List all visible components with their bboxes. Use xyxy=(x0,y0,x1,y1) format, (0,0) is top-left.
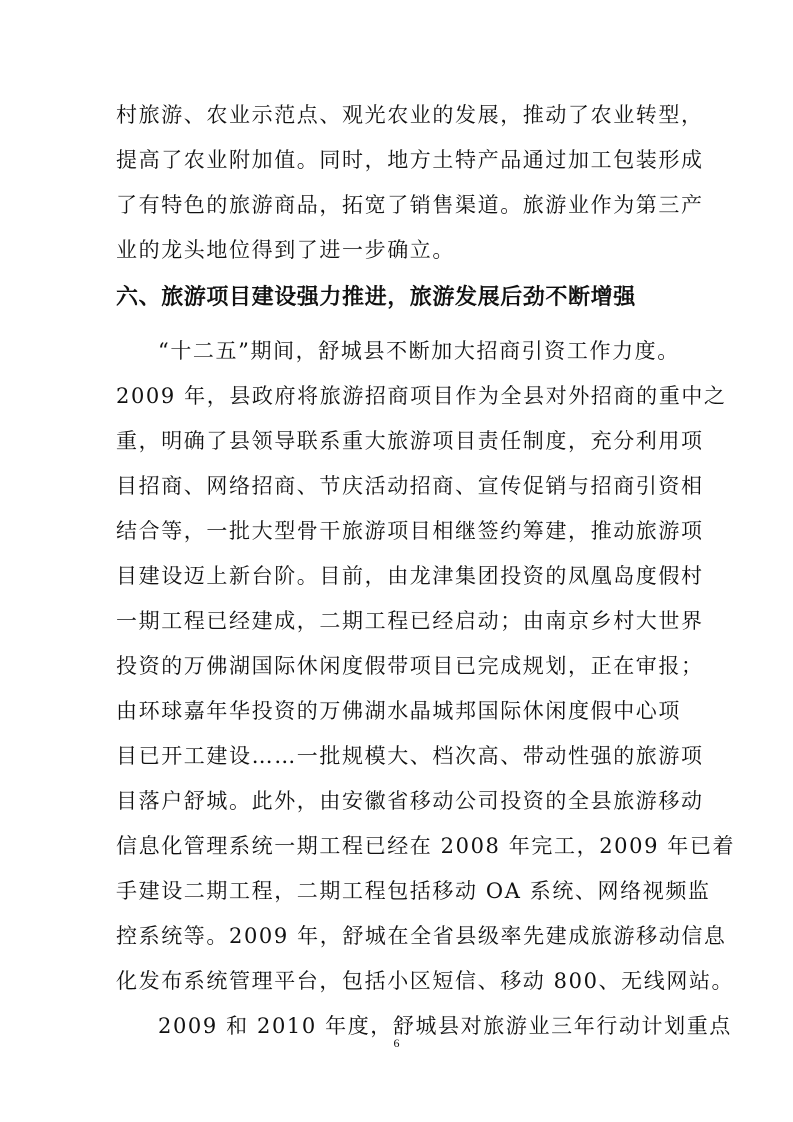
paragraph-line: 化发布系统管理平台，包括小区短信、移动 800、无线网站。 xyxy=(116,969,735,993)
paragraph-line: 目落户舒城。此外，由安徽省移动公司投资的全县旅游移动 xyxy=(116,789,704,813)
paragraph-line: 了有特色的旅游商品，拓宽了销售渠道。旅游业作为第三产 xyxy=(116,193,704,217)
page-number: 6 xyxy=(393,1036,400,1050)
paragraph-line: “十二五”期间，舒城县不断加大招商引资工作力度。 xyxy=(158,339,680,363)
paragraph-line: 目建设迈上新台阶。目前，由龙津集团投资的凤凰岛度假村 xyxy=(116,564,704,588)
paragraph-line: 控系统等。2009 年，舒城在全省县级率先建成旅游移动信息 xyxy=(116,924,727,948)
paragraph-line: 手建设二期工程，二期工程包括移动 OA 系统、网络视频监 xyxy=(116,879,711,903)
paragraph-line: 业的龙头地位得到了进一步确立。 xyxy=(116,238,455,262)
paragraph-line: 重，明确了县领导联系重大旅游项目责任制度，充分利用项 xyxy=(116,429,704,453)
paragraph-line: 一期工程已经建成，二期工程已经启动；由南京乡村大世界 xyxy=(116,609,704,633)
paragraph-line: 由环球嘉年华投资的万佛湖水晶城邦国际休闲度假中心项 xyxy=(116,699,681,723)
paragraph-line: 信息化管理系统一期工程已经在 2008 年完工，2009 年已着 xyxy=(116,834,736,858)
paragraph-line: 2009 年，县政府将旅游招商项目作为全县对外招商的重中之 xyxy=(116,384,727,408)
paragraph-line: 2009 和 2010 年度，舒城县对旅游业三年行动计划重点 xyxy=(158,1014,732,1038)
paragraph-line: 村旅游、农业示范点、观光农业的发展，推动了农业转型， xyxy=(116,103,704,127)
paragraph-line: 目已开工建设……一批规模大、档次高、带动性强的旅游项 xyxy=(116,744,704,768)
section-heading: 六、旅游项目建设强力推进，旅游发展后劲不断增强 xyxy=(116,285,636,310)
paragraph-line: 投资的万佛湖国际休闲度假带项目已完成规划，正在审报； xyxy=(116,654,704,678)
paragraph-line: 结合等，一批大型骨干旅游项目相继签约筹建，推动旅游项 xyxy=(116,519,704,543)
paragraph-line: 提高了农业附加值。同时，地方土特产品通过加工包装形成 xyxy=(116,148,704,172)
paragraph-line: 目招商、网络招商、节庆活动招商、宣传促销与招商引资相 xyxy=(116,474,704,498)
